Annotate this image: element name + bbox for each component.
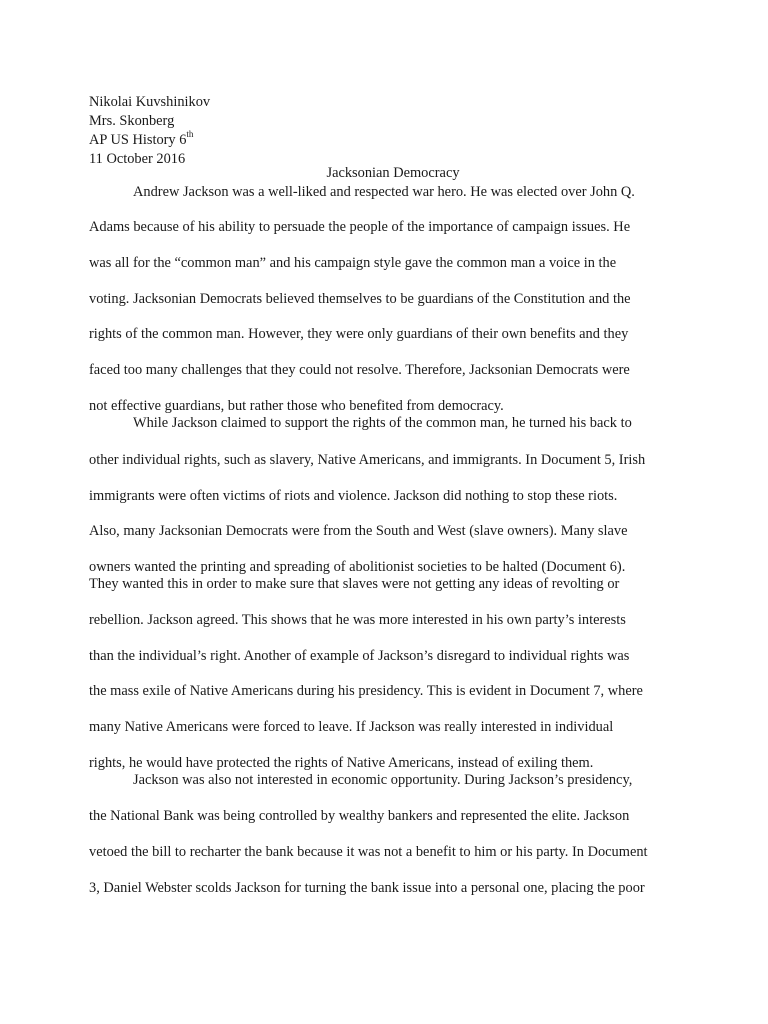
paragraph-1-line: rights of the common man. However, they were only guardians of their own benefits and they xyxy=(89,326,629,342)
paragraph-1-line: Andrew Jackson was a well-liked and respected war hero. He was elected over John Q. xyxy=(133,184,635,200)
class-name xyxy=(89,131,210,150)
class-name-text: AP US History 6 xyxy=(89,132,187,148)
paragraph-1-line: not effective guardians, but rather those who benefited from democracy. xyxy=(89,398,504,414)
paragraph-2-line: While Jackson claimed to support the rights of the common man, he turned his back to xyxy=(133,415,632,431)
paragraph-3-line: Jackson was also not interested in economic opportunity. During Jackson’s presidency, xyxy=(133,772,633,788)
paragraph-1-line: Adams because of his ability to persuade the people of the importance of campaign issues. He xyxy=(89,219,631,235)
paragraph-3-line: vetoed the bill to recharter the bank because it was not a benefit to him or his party. In Document xyxy=(89,844,648,860)
paragraph-1-line: was all for the “common man” and his campaign style gave the common man a voice in the xyxy=(89,255,617,271)
class-period-suffix: th xyxy=(186,129,194,140)
paragraph-2-line: the mass exile of Native Americans during his presidency. This is evident in Document 7, where xyxy=(89,683,643,699)
paragraph-3-line: 3, Daniel Webster scolds Jackson for turning the bank issue into a personal one, placing the poor xyxy=(89,880,645,896)
student-name: Nikolai Kuvshinikov xyxy=(89,94,211,110)
paragraph-2-line: many Native Americans were forced to leave. If Jackson was really interested in individual xyxy=(89,719,614,735)
paragraph-1-line: voting. Jacksonian Democrats believed themselves to be guardians of the Constitution and the xyxy=(89,291,631,307)
essay-header xyxy=(89,93,210,169)
paragraph-2-line: They wanted this in order to make sure that slaves were not getting any ideas of revolting or xyxy=(89,576,620,592)
paragraph-3-line: the National Bank was being controlled by wealthy bankers and represented the elite. Jackson xyxy=(89,808,630,824)
paragraph-2-line: than the individual’s right. Another of example of Jackson’s disregard to individual rights was xyxy=(89,648,630,664)
paragraph-2-line: rebellion. Jackson agreed. This shows that he was more interested in his own party’s interests xyxy=(89,612,626,628)
paragraph-2-line: other individual rights, such as slavery, Native Americans, and immigrants. In Document 5, Irish xyxy=(89,452,646,468)
paragraph-2-line: Also, many Jacksonian Democrats were from the South and West (slave owners). Many slave xyxy=(89,523,628,539)
paragraph-1-line: faced too many challenges that they could not resolve. Therefore, Jacksonian Democrats were xyxy=(89,362,630,378)
essay-title: Jacksonian Democracy xyxy=(326,165,460,181)
paragraph-2-line: owners wanted the printing and spreading of abolitionist societies to be halted (Document 6). xyxy=(89,559,626,575)
paragraph-2-line: immigrants were often victims of riots and violence. Jackson did nothing to stop these riots. xyxy=(89,488,618,504)
essay-date: 11 October 2016 xyxy=(89,151,186,167)
teacher-name: Mrs. Skonberg xyxy=(89,113,175,129)
paragraph-2-line: rights, he would have protected the rights of Native Americans, instead of exiling them. xyxy=(89,755,594,771)
